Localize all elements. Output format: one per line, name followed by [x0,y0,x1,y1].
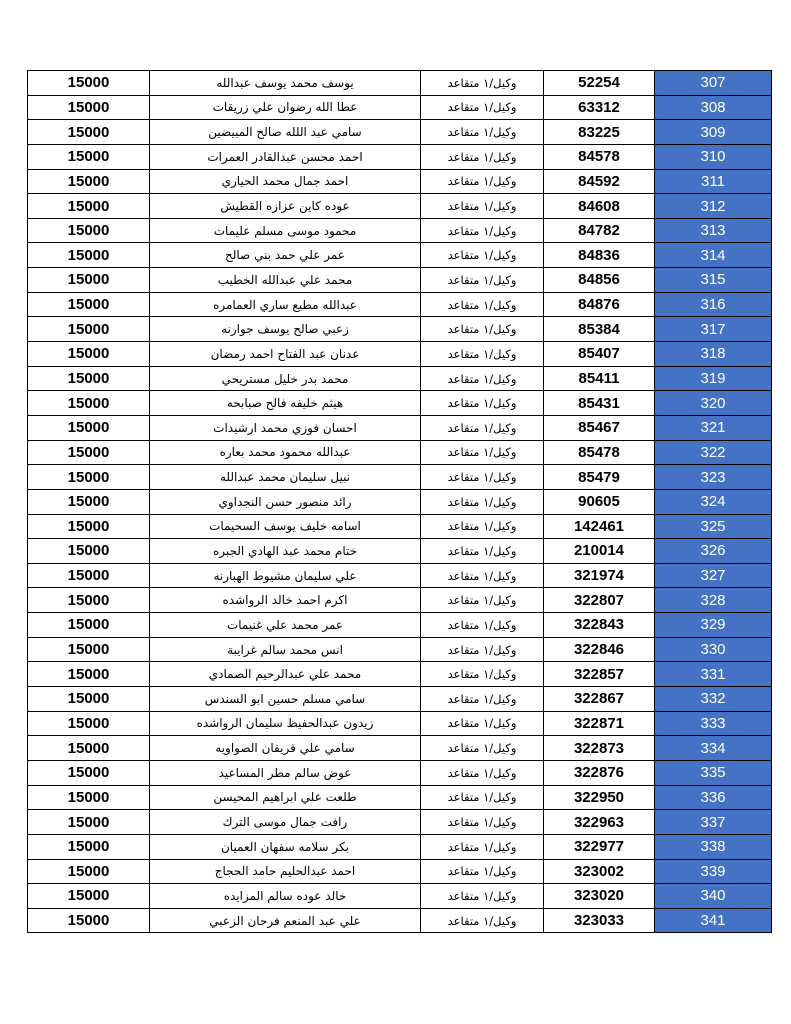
sequence-number-cell: 314 [655,243,772,268]
rank-status-cell: وكيل/١ متقاعد [421,317,544,342]
name-cell: عمر علي حمد بني صالح [150,243,421,268]
id-number-cell: 52254 [544,71,655,96]
sequence-number-cell: 335 [655,760,772,785]
table-row [28,760,772,785]
name-cell: احمد عبدالحليم حامد الحجاج [150,859,421,884]
table-row [28,366,772,391]
amount-cell: 15000 [28,760,150,785]
id-number-cell: 84608 [544,194,655,219]
sequence-number-cell: 331 [655,662,772,687]
rank-status-cell: وكيل/١ متقاعد [421,563,544,588]
table-row [28,144,772,169]
amount-cell: 15000 [28,637,150,662]
sequence-number-cell: 320 [655,391,772,416]
table-row [28,785,772,810]
name-cell: عوض سالم مطر المساعيد [150,760,421,785]
rank-status-cell: وكيل/١ متقاعد [421,736,544,761]
table-body [28,71,772,933]
name-cell: عبدالله مطيع ساري العمامره [150,292,421,317]
rank-status-cell: وكيل/١ متقاعد [421,465,544,490]
id-number-cell: 322977 [544,834,655,859]
id-number-cell: 322871 [544,711,655,736]
id-number-cell: 321974 [544,563,655,588]
table-row [28,711,772,736]
sequence-number-cell: 317 [655,317,772,342]
table-row [28,292,772,317]
amount-cell: 15000 [28,736,150,761]
table-row [28,169,772,194]
table-row [28,268,772,293]
name-cell: طلعت علي ابراهيم المحيسن [150,785,421,810]
amount-cell: 15000 [28,785,150,810]
rank-status-cell: وكيل/١ متقاعد [421,687,544,712]
rank-status-cell: وكيل/١ متقاعد [421,785,544,810]
sequence-number-cell: 328 [655,588,772,613]
amount-cell: 15000 [28,120,150,145]
sequence-number-cell: 327 [655,563,772,588]
rank-status-cell: وكيل/١ متقاعد [421,711,544,736]
sequence-number-cell: 339 [655,859,772,884]
table-row [28,834,772,859]
rank-status-cell: وكيل/١ متقاعد [421,514,544,539]
amount-cell: 15000 [28,834,150,859]
rank-status-cell: وكيل/١ متقاعد [421,908,544,933]
name-cell: احسان فوزي محمد ارشيدات [150,415,421,440]
amount-cell: 15000 [28,218,150,243]
amount-cell: 15000 [28,810,150,835]
rank-status-cell: وكيل/١ متقاعد [421,613,544,638]
rank-status-cell: وكيل/١ متقاعد [421,169,544,194]
amount-cell: 15000 [28,366,150,391]
id-number-cell: 85479 [544,465,655,490]
table-row [28,317,772,342]
rank-status-cell: وكيل/١ متقاعد [421,120,544,145]
amount-cell: 15000 [28,908,150,933]
rank-status-cell: وكيل/١ متقاعد [421,95,544,120]
sequence-number-cell: 337 [655,810,772,835]
rank-status-cell: وكيل/١ متقاعد [421,366,544,391]
rank-status-cell: وكيل/١ متقاعد [421,489,544,514]
name-cell: محمود موسى مسلم عليمات [150,218,421,243]
table-row [28,391,772,416]
name-cell: عبدالله محمود محمد بعاره [150,440,421,465]
sequence-number-cell: 326 [655,539,772,564]
id-number-cell: 142461 [544,514,655,539]
amount-cell: 15000 [28,268,150,293]
name-cell: احمد محسن عبدالقادر العمرات [150,144,421,169]
sequence-number-cell: 324 [655,489,772,514]
amount-cell: 15000 [28,539,150,564]
name-cell: سامي عبد اللله صالح المبيضين [150,120,421,145]
id-number-cell: 322876 [544,760,655,785]
rank-status-cell: وكيل/١ متقاعد [421,218,544,243]
rank-status-cell: وكيل/١ متقاعد [421,342,544,367]
id-number-cell: 84578 [544,144,655,169]
amount-cell: 15000 [28,588,150,613]
id-number-cell: 83225 [544,120,655,145]
id-number-cell: 322846 [544,637,655,662]
sequence-number-cell: 322 [655,440,772,465]
amount-cell: 15000 [28,194,150,219]
id-number-cell: 84782 [544,218,655,243]
name-cell: عطا الله رضوان علي زريقات [150,95,421,120]
sequence-number-cell: 330 [655,637,772,662]
name-cell: علي عبد المنعم فرحان الزعبي [150,908,421,933]
id-number-cell: 322873 [544,736,655,761]
name-cell: عمر محمد علي غنيمات [150,613,421,638]
sequence-number-cell: 332 [655,687,772,712]
rank-status-cell: وكيل/١ متقاعد [421,859,544,884]
id-number-cell: 84856 [544,268,655,293]
rank-status-cell: وكيل/١ متقاعد [421,810,544,835]
id-number-cell: 210014 [544,539,655,564]
table-row [28,342,772,367]
name-cell: احمد جمال محمد الحياري [150,169,421,194]
name-cell: اكرم احمد خالد الرواشده [150,588,421,613]
rank-status-cell: وكيل/١ متقاعد [421,760,544,785]
table-row [28,736,772,761]
id-number-cell: 323020 [544,884,655,909]
name-cell: عوده كاين عزازه القطيش [150,194,421,219]
rank-status-cell: وكيل/١ متقاعد [421,268,544,293]
rank-status-cell: وكيل/١ متقاعد [421,884,544,909]
id-number-cell: 323002 [544,859,655,884]
table-row [28,71,772,96]
rank-status-cell: وكيل/١ متقاعد [421,194,544,219]
id-number-cell: 85411 [544,366,655,391]
rank-status-cell: وكيل/١ متقاعد [421,292,544,317]
id-number-cell: 323033 [544,908,655,933]
table-row [28,588,772,613]
sequence-number-cell: 333 [655,711,772,736]
amount-cell: 15000 [28,317,150,342]
name-cell: رائد منصور حسن النجداوي [150,489,421,514]
rank-status-cell: وكيل/١ متقاعد [421,539,544,564]
sequence-number-cell: 336 [655,785,772,810]
sequence-number-cell: 309 [655,120,772,145]
name-cell: عدنان عبد الفتاح احمد رمضان [150,342,421,367]
amount-cell: 15000 [28,415,150,440]
id-number-cell: 90605 [544,489,655,514]
rank-status-cell: وكيل/١ متقاعد [421,588,544,613]
amount-cell: 15000 [28,489,150,514]
name-cell: سامي مسلم حسين ابو السندس [150,687,421,712]
id-number-cell: 322867 [544,687,655,712]
name-cell: ختام محمد عبد الهادي الجبره [150,539,421,564]
amount-cell: 15000 [28,563,150,588]
table-row [28,859,772,884]
rank-status-cell: وكيل/١ متقاعد [421,391,544,416]
id-number-cell: 322857 [544,662,655,687]
amount-cell: 15000 [28,859,150,884]
table-row [28,884,772,909]
amount-cell: 15000 [28,465,150,490]
table-row [28,539,772,564]
table-row [28,465,772,490]
id-number-cell: 85431 [544,391,655,416]
sequence-number-cell: 341 [655,908,772,933]
name-cell: زعبي صالح يوسف جوارنه [150,317,421,342]
name-cell: محمد علي عبدالرحيم الصمادي [150,662,421,687]
name-cell: رافت جمال موسى الترك [150,810,421,835]
table-row [28,440,772,465]
amount-cell: 15000 [28,292,150,317]
table-row [28,218,772,243]
id-number-cell: 84876 [544,292,655,317]
amount-cell: 15000 [28,342,150,367]
amount-cell: 15000 [28,440,150,465]
sequence-number-cell: 310 [655,144,772,169]
table-row [28,908,772,933]
amount-cell: 15000 [28,613,150,638]
sequence-number-cell: 338 [655,834,772,859]
name-cell: انس محمد سالم غرايبة [150,637,421,662]
sequence-number-cell: 311 [655,169,772,194]
amount-cell: 15000 [28,662,150,687]
amount-cell: 15000 [28,144,150,169]
rank-status-cell: وكيل/١ متقاعد [421,71,544,96]
id-number-cell: 84836 [544,243,655,268]
name-cell: محمد علي عبدالله الخطيب [150,268,421,293]
amount-cell: 15000 [28,711,150,736]
rank-status-cell: وكيل/١ متقاعد [421,144,544,169]
sequence-number-cell: 313 [655,218,772,243]
id-number-cell: 85478 [544,440,655,465]
name-cell: محمد بدر خليل مستريحي [150,366,421,391]
amount-cell: 15000 [28,169,150,194]
amount-cell: 15000 [28,243,150,268]
sequence-number-cell: 315 [655,268,772,293]
id-number-cell: 63312 [544,95,655,120]
id-number-cell: 85467 [544,415,655,440]
amount-cell: 15000 [28,884,150,909]
beneficiaries-table [27,70,772,933]
table-row [28,120,772,145]
sequence-number-cell: 319 [655,366,772,391]
table-row [28,563,772,588]
id-number-cell: 84592 [544,169,655,194]
table-row [28,613,772,638]
id-number-cell: 85384 [544,317,655,342]
beneficiaries-table-container [27,70,766,933]
rank-status-cell: وكيل/١ متقاعد [421,834,544,859]
id-number-cell: 322807 [544,588,655,613]
sequence-number-cell: 340 [655,884,772,909]
name-cell: سامي علي قريفان الصواويه [150,736,421,761]
sequence-number-cell: 334 [655,736,772,761]
sequence-number-cell: 323 [655,465,772,490]
sequence-number-cell: 307 [655,71,772,96]
name-cell: نبيل سليمان محمد عبدالله [150,465,421,490]
name-cell: هيثم خليفه فالح صبابحه [150,391,421,416]
rank-status-cell: وكيل/١ متقاعد [421,440,544,465]
amount-cell: 15000 [28,391,150,416]
table-row [28,95,772,120]
id-number-cell: 322963 [544,810,655,835]
name-cell: خالد عوده سالم المزايده [150,884,421,909]
sequence-number-cell: 312 [655,194,772,219]
rank-status-cell: وكيل/١ متقاعد [421,243,544,268]
amount-cell: 15000 [28,71,150,96]
sequence-number-cell: 318 [655,342,772,367]
table-row [28,243,772,268]
id-number-cell: 322843 [544,613,655,638]
table-row [28,415,772,440]
name-cell: بكر سلامه سفهان العميان [150,834,421,859]
id-number-cell: 322950 [544,785,655,810]
table-row [28,662,772,687]
sequence-number-cell: 321 [655,415,772,440]
sequence-number-cell: 316 [655,292,772,317]
sequence-number-cell: 325 [655,514,772,539]
sequence-number-cell: 329 [655,613,772,638]
table-row [28,810,772,835]
sequence-number-cell: 308 [655,95,772,120]
rank-status-cell: وكيل/١ متقاعد [421,637,544,662]
table-row [28,194,772,219]
id-number-cell: 85407 [544,342,655,367]
table-row [28,514,772,539]
name-cell: اسامه خليف يوسف السحيمات [150,514,421,539]
name-cell: زيدون عبدالحفيظ سليمان الرواشده [150,711,421,736]
table-row [28,637,772,662]
table-row [28,489,772,514]
rank-status-cell: وكيل/١ متقاعد [421,662,544,687]
rank-status-cell: وكيل/١ متقاعد [421,415,544,440]
table-row [28,687,772,712]
amount-cell: 15000 [28,687,150,712]
name-cell: يوسف محمد يوسف عبدالله [150,71,421,96]
amount-cell: 15000 [28,514,150,539]
name-cell: علي سليمان مشيوط الهبارنه [150,563,421,588]
amount-cell: 15000 [28,95,150,120]
